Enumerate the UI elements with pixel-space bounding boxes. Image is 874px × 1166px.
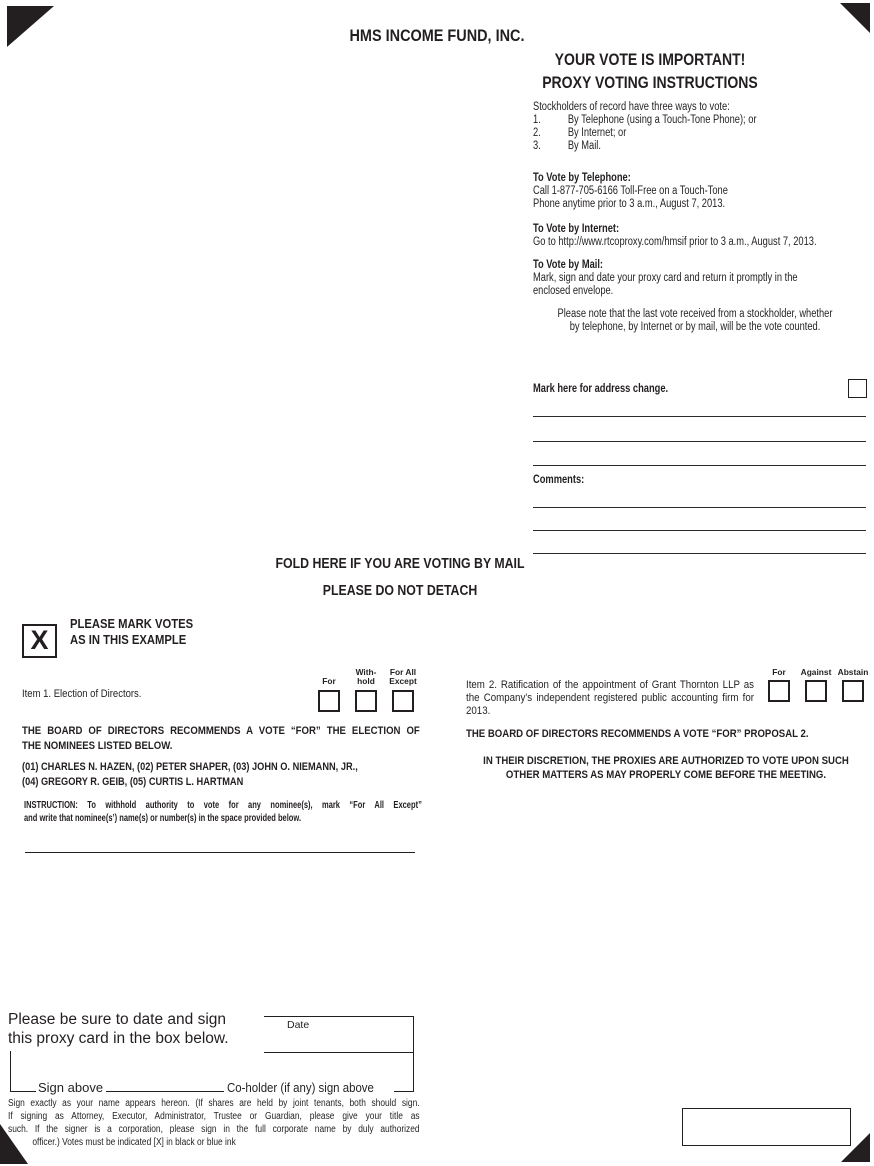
address-line[interactable] xyxy=(533,465,866,466)
text-line: If signing as Attorney, Executor, Administrator, Trustee or Guardian, please give your title as xyxy=(8,1111,420,1122)
internet-voting-block xyxy=(533,223,857,249)
signature-prompt xyxy=(8,1011,229,1048)
item1-for-checkbox[interactable] xyxy=(318,690,340,712)
item1-for-all-except-checkbox[interactable] xyxy=(392,690,414,712)
item1-recommendation xyxy=(22,724,420,753)
against-option-label: Against xyxy=(800,667,832,677)
signature-line-left-tick xyxy=(10,1091,36,1092)
vote-method-row xyxy=(533,114,857,127)
text-line: For All xyxy=(389,667,417,677)
date-box-bottom-line[interactable] xyxy=(264,1052,414,1053)
text-line: officer.) Votes must be indicated [X] in black or blue ink xyxy=(32,1137,236,1148)
proxy-instructions-line: PROXY VOTING INSTRUCTIONS xyxy=(542,74,758,92)
text-line: Phone anytime prior to 3 a.m., August 7, 2013. xyxy=(533,198,726,210)
address-change-label: Mark here for address change. xyxy=(533,383,669,395)
text-line: THE NOMINEES LISTED BELOW. xyxy=(22,739,173,752)
sign-above-label: Sign above xyxy=(38,1080,104,1095)
for-all-except-write-in-line[interactable] xyxy=(25,852,415,853)
text-line: With- xyxy=(355,667,377,677)
fold-instruction: FOLD HERE IF YOU ARE VOTING BY MAIL xyxy=(275,556,525,572)
text-line: INSTRUCTION: To withhold authority to vote for any nominee(s), mark “For All Except” xyxy=(24,800,422,811)
method-number: 1. xyxy=(533,114,541,126)
method-label: By Telephone (using a Touch-Tone Phone); or xyxy=(567,114,757,126)
text-line: by telephone, by Internet or by mail, will be the vote counted. xyxy=(569,321,821,333)
telephone-heading: To Vote by Telephone: xyxy=(533,172,631,184)
item1-withhold-checkbox[interactable] xyxy=(355,690,377,712)
method-number: 3. xyxy=(533,140,541,152)
discretion-note xyxy=(466,755,866,782)
item1-section xyxy=(20,664,420,864)
text-line: IN THEIR DISCRETION, THE PROXIES ARE AUTHORIZED TO VOTE UPON SUCH xyxy=(483,755,849,767)
text-line: Call 1-877-705-6166 Toll-Free on a Touch-Tone xyxy=(533,185,728,197)
text-line: OTHER MATTERS AS MAY PROPERLY COME BEFORE THE MEETING. xyxy=(505,768,827,781)
method-label: By Mail. xyxy=(567,140,601,152)
signature-line[interactable] xyxy=(106,1091,224,1092)
for-all-except-option-label xyxy=(383,664,423,686)
comment-line[interactable] xyxy=(533,507,866,508)
mail-voting-block xyxy=(533,259,857,298)
last-vote-note xyxy=(533,308,857,334)
internet-instructions xyxy=(533,236,857,249)
item1-nominees xyxy=(22,760,418,789)
do-not-detach-instruction: PLEASE DO NOT DETACH xyxy=(322,583,478,599)
item1-label: Item 1. Election of Directors. xyxy=(22,688,142,700)
text-line: such. If the signer is a corporation, please sign in the full corporate name by duly authorized xyxy=(8,1124,420,1135)
telephone-voting-block xyxy=(533,172,857,211)
item2-label: Item 2. Ratification of the appointment of Grant Thornton LLP as the Company’s independent registered public accounting firm for 2013. xyxy=(466,679,754,718)
date-box-top-line xyxy=(264,1016,414,1017)
item2-section xyxy=(466,664,869,794)
signature-box-right-line xyxy=(413,1016,414,1092)
text-line: and write that nominee(s’) name(s) or number(s) in the space provided below. xyxy=(24,813,302,824)
text-line: AS IN THIS EXAMPLE xyxy=(70,632,187,647)
item1-instruction xyxy=(24,799,422,825)
instructions-intro: Stockholders of record have three ways to vote: xyxy=(533,101,730,113)
text-line: Please note that the last vote received from a stockholder, whether xyxy=(557,308,833,320)
example-mark-label xyxy=(70,617,268,648)
vote-method-row xyxy=(533,140,857,153)
text-line: enclosed envelope. xyxy=(533,285,614,297)
example-mark-box xyxy=(22,624,57,658)
vote-methods-section xyxy=(533,101,857,153)
coholder-sign-label: Co-holder (if any) sign above xyxy=(227,1080,374,1095)
mail-instructions xyxy=(533,272,857,298)
signature-line-right-tick xyxy=(394,1091,414,1092)
text-line: this proxy card in the box below. xyxy=(8,1029,229,1047)
telephone-instructions xyxy=(533,185,857,211)
vote-important-line: YOUR VOTE IS IMPORTANT! xyxy=(554,51,746,69)
text-line: For xyxy=(322,676,336,686)
text-line: Go to http://www.rtcoproxy.com/hmsif prior to 3 a.m., August 7, 2013. xyxy=(533,236,817,248)
example-x-mark: X xyxy=(30,625,49,655)
item2-recommendation: THE BOARD OF DIRECTORS RECOMMENDS A VOTE “FOR” PROPOSAL 2. xyxy=(466,728,809,740)
voting-instructions-heading xyxy=(472,49,829,95)
for-option-label xyxy=(309,664,349,686)
abstain-option-label: Abstain xyxy=(837,667,869,677)
address-line[interactable] xyxy=(533,416,866,417)
corner-mark-icon xyxy=(840,3,870,33)
text-line: Sign exactly as your name appears hereon. (If shares are held by joint tenants, both should sign. xyxy=(8,1098,420,1109)
comment-line[interactable] xyxy=(533,553,866,554)
text-line: hold xyxy=(357,676,375,686)
text-line: PLEASE MARK VOTES xyxy=(70,617,194,631)
method-number: 2. xyxy=(533,127,541,139)
text-line: (01) CHARLES N. HAZEN, (02) PETER SHAPER, (03) JOHN O. NIEMANN, JR., xyxy=(22,761,358,773)
address-change-checkbox[interactable] xyxy=(848,379,867,398)
comment-line[interactable] xyxy=(533,530,866,531)
date-label: Date xyxy=(287,1019,310,1031)
signature-fine-print xyxy=(8,1097,420,1149)
vote-method-row xyxy=(533,127,857,140)
item2-against-checkbox[interactable] xyxy=(805,680,827,702)
address-line[interactable] xyxy=(533,441,866,442)
item2-abstain-checkbox[interactable] xyxy=(842,680,864,702)
corner-mark-icon xyxy=(7,6,54,47)
text-line: Except xyxy=(389,676,417,686)
method-label: By Internet; or xyxy=(567,127,627,139)
for-option-label: For xyxy=(772,667,786,677)
text-line: Please be sure to date and sign xyxy=(8,1011,227,1028)
page-title: HMS INCOME FUND, INC. xyxy=(349,26,525,45)
comments-label: Comments: xyxy=(533,474,585,486)
scan-code-box xyxy=(682,1108,851,1146)
signature-box-left-line xyxy=(10,1051,11,1092)
mail-heading: To Vote by Mail: xyxy=(533,259,604,271)
text-line: Mark, sign and date your proxy card and return it promptly in the xyxy=(533,272,798,284)
text-line: THE BOARD OF DIRECTORS RECOMMENDS A VOTE “FOR” THE ELECTION OF xyxy=(22,725,420,737)
item2-for-checkbox[interactable] xyxy=(768,680,790,702)
withhold-option-label xyxy=(346,664,386,686)
text-line: (04) GREGORY R. GEIB, (05) CURTIS L. HARTMAN xyxy=(22,775,244,788)
internet-heading: To Vote by Internet: xyxy=(533,223,620,235)
